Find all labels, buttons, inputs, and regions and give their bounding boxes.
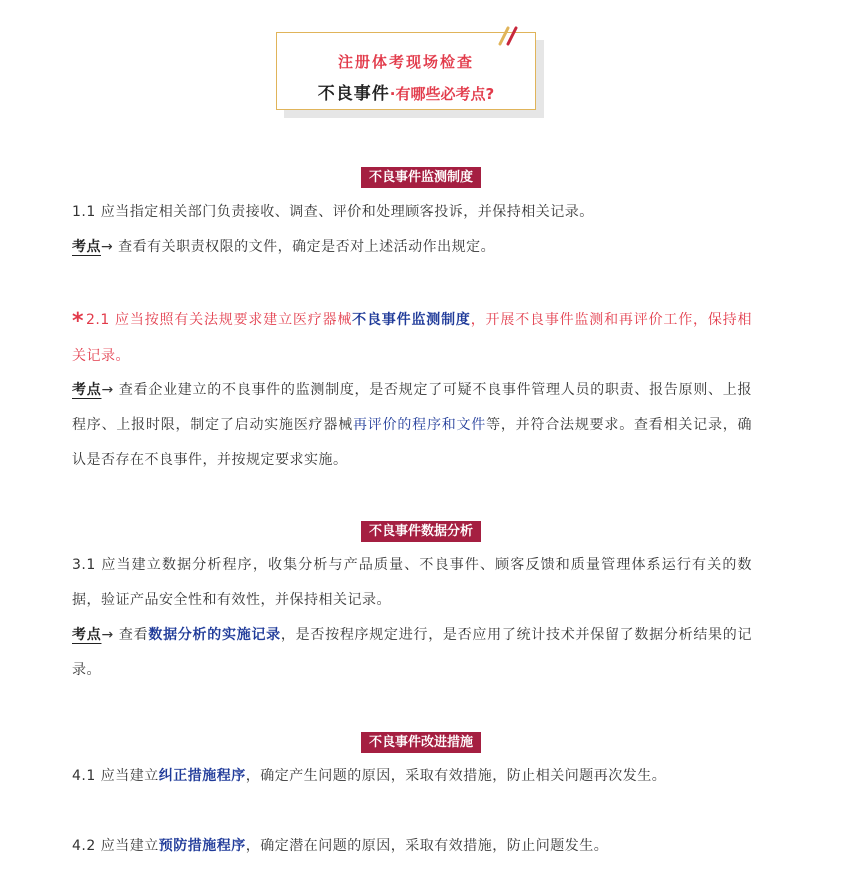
exam-point-pre: 查看 (113, 627, 149, 643)
section-title-analysis (0, 520, 842, 542)
clause-4-1-pre: 4.1 应当建立 (72, 768, 159, 784)
exam-point-2 (72, 373, 752, 478)
exam-point-arrow: → (101, 239, 114, 255)
exam-point-post: ，是否按程序规定进行，是否应用了统计技术并保留了数据分析结果的记录。 (72, 627, 753, 678)
section-title-monitoring (0, 166, 842, 188)
clause-4-1-post: ，确定产生问题的原因，采取有效措施，防止相关问题再次发生。 (245, 768, 667, 784)
clause-1-1: 1.1 应当指定相关部门负责接收、调查、评价和处理顾客投诉，并保持相关记录。 (72, 204, 594, 220)
clause-4-2-highlight: 预防措施程序 (158, 838, 246, 854)
header-title-main: 不良事件 (317, 84, 390, 104)
section-title-label: 不良事件数据分析 (361, 521, 481, 542)
clause-4-1-highlight: 纠正措施程序 (158, 768, 246, 784)
exam-point-highlight: 再评价的程序和文件 (353, 417, 487, 433)
exam-point-label: 考点 (72, 239, 101, 255)
exam-point-post: 等，并符合法规要求。查看相关记录，确认是否存在不良事件，并按规定要求实施。 (72, 417, 753, 468)
exam-point-arrow: → (101, 382, 114, 398)
exam-point-3 (72, 618, 752, 688)
exam-point-text: 查看有关职责权限的文件，确定是否对上述活动作出规定。 (113, 239, 496, 255)
exam-point-label: 考点 (72, 382, 102, 398)
exam-point-arrow: → (101, 627, 114, 643)
header-title-sub: 有哪些必考点? (395, 85, 495, 103)
clause-4-2-pre: 4.2 应当建立 (72, 838, 159, 854)
header-title-line1: 注册体考现场检查 (337, 53, 474, 71)
section-title-label: 不良事件改进措施 (361, 732, 481, 753)
section-title-label: 不良事件监测制度 (361, 167, 481, 188)
clause-4-2 (72, 829, 752, 864)
header-title-line2 (277, 79, 535, 104)
clause-3-1: 3.1 应当建立数据分析程序，收集分析与产品质量、不良事件、顾客反馈和质量管理体系运行有关的数据，验证产品安全性和有效性，并保持相关记录。 (72, 557, 752, 608)
header-title-sep: · (389, 85, 396, 103)
clause-2-1-highlight: 不良事件监测制度 (352, 312, 471, 328)
clause-2-1-pre: 2.1 应当按照有关法规要求建立医疗器械 (86, 312, 353, 328)
clause-2-1-post: ，开展不良事件监测和再评价工作，保持相关记录。 (72, 312, 752, 364)
exam-point-highlight: 数据分析的实施记录 (148, 627, 281, 643)
required-star-icon: * (72, 309, 85, 334)
decorative-slashes-icon (496, 24, 524, 46)
section-title-improvement (0, 731, 842, 753)
clause-4-1 (72, 759, 752, 794)
exam-point-pre: 查看企业建立的不良事件的监测制度，是否规定了可疑不良事件管理人员的职责、报告原则、上报程序、上报时限，制定了启动实施医疗器械 (72, 382, 753, 433)
clause-2-1 (72, 303, 752, 374)
exam-point-1 (72, 230, 752, 265)
clause-4-2-post: ，确定潜在问题的原因，采取有效措施，防止问题发生。 (245, 838, 609, 854)
exam-point-label: 考点 (72, 627, 102, 643)
